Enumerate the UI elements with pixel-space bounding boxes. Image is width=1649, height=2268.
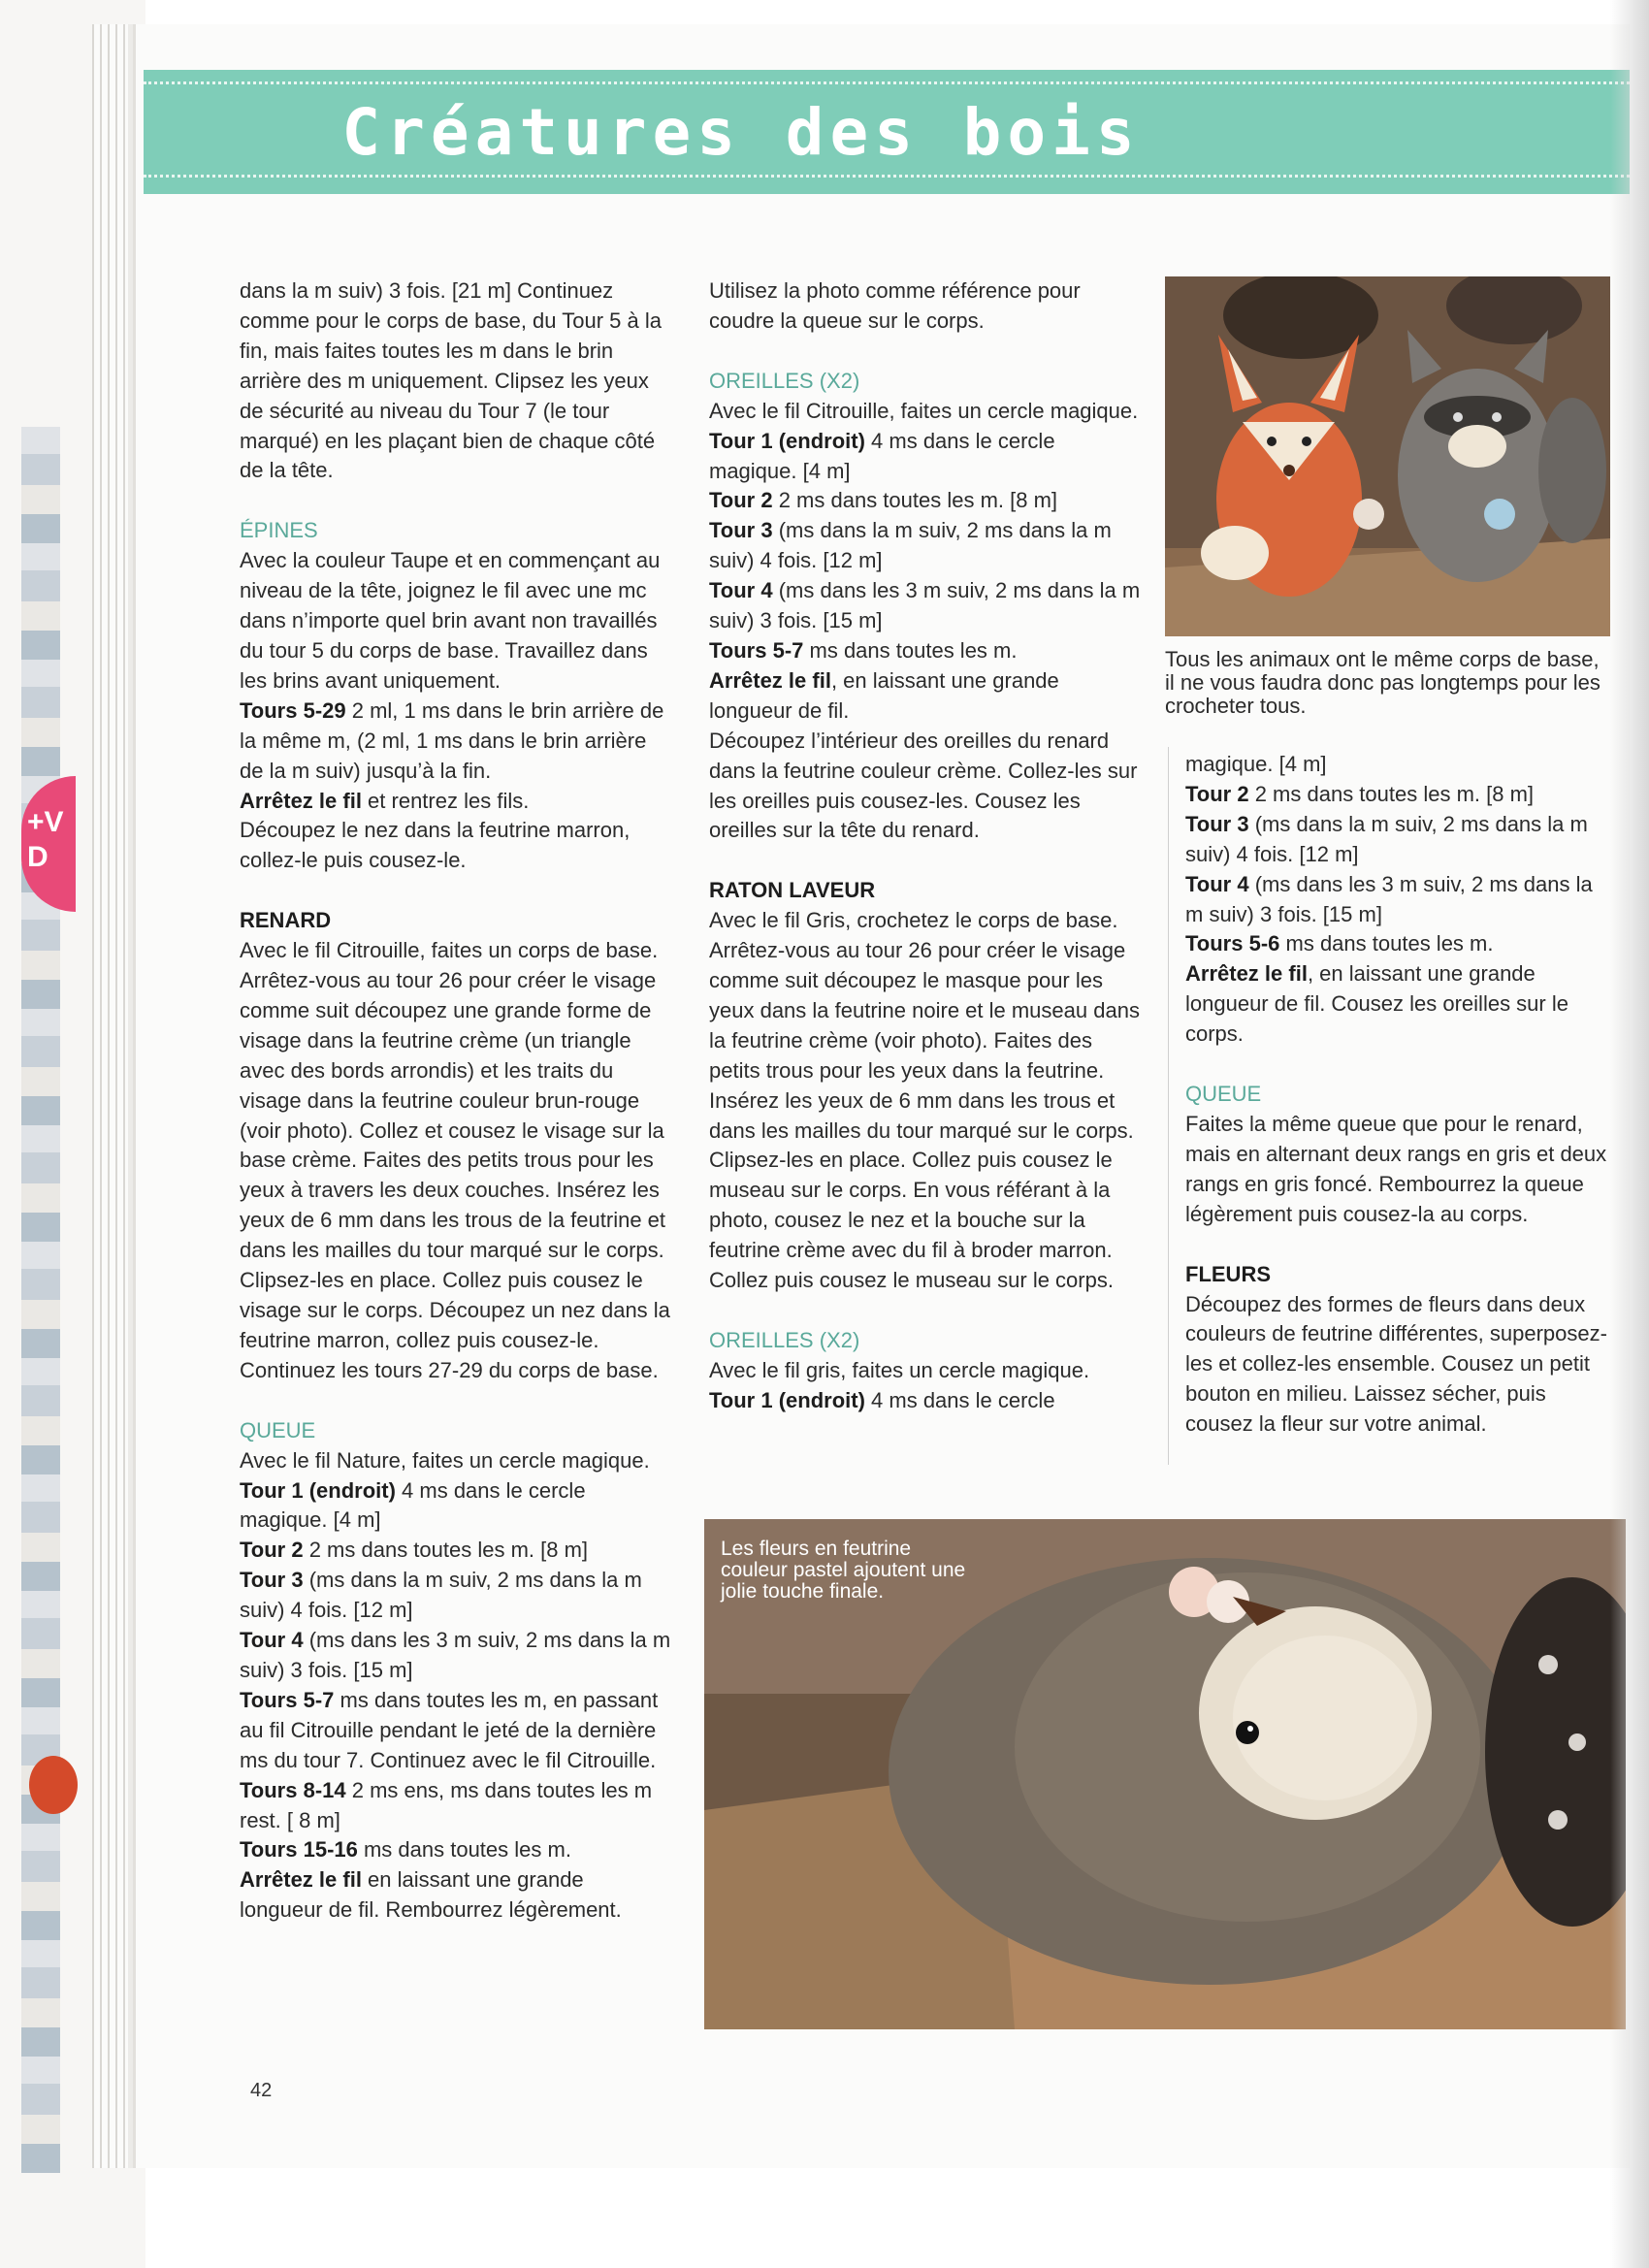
oreilles-2-row — [709, 1386, 1141, 1416]
row-label: Tours 5-29 — [240, 697, 346, 723]
page-number: 42 — [250, 2080, 273, 2101]
row-text: (ms dans les 3 m suiv, 2 ms dans la m suiv) 3 fois. [15 m] — [1185, 871, 1593, 926]
oreilles-row — [709, 666, 1141, 727]
row-label: Tour 2 — [709, 488, 773, 513]
renard-text-2: Arrêtez-vous au tour 26 pour créer le visage comme suit découpez une grande forme de visage dans la feutrine crème (un triangle avec des bords arrondis) et les traits du visage dans la feutrine couleur brun-rouge (voir photo). Collez et cousez le visage sur la base crème. Faites des petits trous pour les yeux à travers les deux couches. Insérez les yeux de 6 mm dans les trous de la feutrine et dans les mailles du tour marqué sur le corps. Clipsez-les en place. Collez puis cousez le visage sur le corps. Découpez un nez dans la feutrine marron, collez puis cousez-le. Continuez les tours 27-29 du corps de base. — [240, 968, 670, 1382]
oreilles-row — [1185, 810, 1612, 870]
queue-text: Avec le fil Nature, faites un cercle magique. — [240, 1447, 650, 1473]
row-text: ms dans toutes les m. — [357, 1837, 571, 1863]
row-label: Tour 1 (endroit) — [709, 428, 865, 453]
row-label: Tour 4 — [240, 1628, 304, 1653]
row-label: Arrêtez le fil — [1185, 961, 1308, 987]
renard-text: Avec le fil Citrouille, faites un corps de base. — [240, 938, 659, 963]
row-text: 2 ms ens, ms dans toutes les m rest. [ 8 m] — [240, 1777, 653, 1832]
underlying-page-graphic — [29, 1756, 78, 1814]
oreilles-row — [1185, 959, 1612, 1050]
oreilles-row — [709, 516, 1141, 576]
row-label: Tour 2 — [240, 1538, 304, 1563]
row-label: Tour 3 — [1185, 811, 1249, 836]
queue-row — [240, 1476, 671, 1537]
row-text: 2 ms dans toutes les m. [8 m] — [303, 1538, 589, 1563]
column-1 — [240, 276, 671, 1926]
oreilles-row — [709, 576, 1141, 636]
row-label: Tours 5-7 — [709, 637, 804, 663]
photo-caption-bottom: Les fleurs en feutrine couleur pastel ajoutent une jolie touche finale. — [721, 1538, 966, 1603]
oreilles-row — [709, 486, 1141, 516]
section-title-queue: QUEUE — [240, 1417, 316, 1442]
row-label: Tour 4 — [709, 578, 773, 603]
row-label: Tour 1 (endroit) — [240, 1477, 396, 1503]
epines-row — [240, 697, 671, 787]
row-text: 2 ms dans toutes les m. [8 m] — [1248, 781, 1535, 806]
row-text: ms dans toutes les m, en passant au fil Citrouille pendant le jeté de la dernière ms du tour 7. Continuez avec le fil Citrouille. — [240, 1687, 659, 1772]
row-label: Tours 5-7 — [240, 1687, 335, 1712]
row-label: Tours 8-14 — [240, 1777, 346, 1802]
row-text: (ms dans les 3 m suiv, 2 ms dans la m suiv) 3 fois. [15 m] — [709, 578, 1141, 633]
epines-text-2: Découpez le nez dans la feutrine marron, collez-le puis cousez-le. — [240, 818, 630, 873]
oreilles-2-text: Avec le fil gris, faites un cercle magique. — [709, 1357, 1090, 1382]
page-title: Créatures des bois — [341, 95, 1141, 170]
section-title-fleurs: FLEURS — [1185, 1261, 1271, 1286]
column-3 — [1185, 750, 1612, 1440]
queue-raton-text: Faites la même queue que pour le renard, mais en alternant deux rangs en gris et deux rangs en gris foncé. Rembourrez la queue légèrement puis cousez-la au corps. — [1185, 1111, 1607, 1226]
binding-shadow — [1610, 0, 1649, 2268]
row-text: 4 ms dans le cercle magique. [4 m] — [709, 428, 1055, 483]
section-title-oreilles-2: OREILLES (X2) — [709, 1328, 860, 1352]
row-text: 4 ms dans le cercle magique. [4 m] — [240, 1477, 586, 1533]
column-divider — [1168, 747, 1169, 1465]
section-title-queue-raton: QUEUE — [1185, 1082, 1262, 1107]
queue-row — [240, 1686, 671, 1776]
row-label: Tours 5-6 — [1185, 931, 1280, 956]
underlying-page-edge — [21, 427, 60, 2173]
row-text: 2 ml, 1 ms dans le brin arrière de la même m, (2 ml, 1 ms dans le brin arrière de la m suiv) jusqu’à la fin. — [240, 697, 664, 783]
queue-row — [240, 1536, 671, 1566]
row-label: Tour 3 — [240, 1568, 304, 1593]
row-text: et rentrez les fils. — [361, 788, 530, 813]
row-text: , en laissant une grande longueur de fil. Cousez les oreilles sur le corps. — [1185, 961, 1568, 1047]
row-label: Tour 2 — [1185, 781, 1249, 806]
banner-stitch-top — [144, 81, 1630, 84]
row-label: Tour 3 — [709, 518, 773, 543]
oreilles-row — [1185, 870, 1612, 930]
oreilles-row — [1185, 780, 1612, 810]
row-label: Tour 1 (endroit) — [709, 1387, 865, 1412]
photo-fox-raccoon — [1165, 276, 1610, 636]
title-banner — [144, 70, 1630, 194]
side-tab-label: +V D — [27, 806, 64, 873]
section-title-oreilles: OREILLES (X2) — [709, 368, 860, 393]
row-text: (ms dans la m suiv, 2 ms dans la m suiv) 4 fois. [12 m] — [1185, 811, 1588, 866]
column-2 — [709, 276, 1141, 1416]
photo-caption-top: Tous les animaux ont le même corps de base, il ne vous faudra donc pas longtemps pour les crocheter tous. — [1165, 647, 1600, 718]
queue-row — [240, 1626, 671, 1686]
row-text: ms dans toutes les m. — [803, 637, 1018, 663]
oreilles-row — [709, 636, 1141, 666]
page-stack-edges — [92, 24, 131, 2168]
oreilles-row — [709, 427, 1141, 487]
intro-text: dans la m suiv) 3 fois. [21 m] Continuez comme pour le corps de base, du Tour 5 à la fin, mais faites toutes les m dans le brin arrière des m uniquement. Clipsez les yeux de sécurité au niveau du Tour 7 (le tour marqué) en les plaçant bien de chaque côté de la tête. — [240, 278, 662, 483]
oreilles-text-2: Découpez l’intérieur des oreilles du renard dans la feutrine couleur crème. Collez-les sur les oreilles puis cousez-les. Cousez les oreilles sur la tête du renard. — [709, 728, 1138, 843]
oreilles-text: Avec le fil Citrouille, faites un cercle magique. — [709, 398, 1139, 423]
queue-row — [240, 1865, 671, 1926]
epines-text: Avec la couleur Taupe et en commençant au niveau de la tête, joignez le fil avec une mc dans n’importe quel brin avant non travaillés du tour 5 du corps de base. Travaillez dans les brins avant uniquement. — [240, 548, 661, 693]
row-label: Arrêtez le fil — [240, 788, 362, 813]
oreilles-row — [1185, 929, 1612, 959]
queue-row — [240, 1776, 671, 1836]
row-label: Arrêtez le fil — [709, 667, 831, 693]
section-title-epines: ÉPINES — [240, 518, 318, 543]
row-text: ms dans toutes les m. — [1279, 931, 1494, 956]
fox-raccoon-illustration — [1165, 276, 1610, 636]
oreilles-continued: magique. [4 m] — [1185, 752, 1327, 776]
row-text: en laissant une grande longueur de fil. Rembourrez légèrement. — [240, 1867, 622, 1923]
section-title-renard: RENARD — [240, 908, 332, 933]
row-text: , en laissant une grande longueur de fil. — [709, 667, 1059, 723]
row-text: (ms dans les 3 m suiv, 2 ms dans la m suiv) 3 fois. [15 m] — [240, 1628, 671, 1682]
queue-row — [240, 1566, 671, 1626]
banner-stitch-bottom — [144, 175, 1630, 178]
intro-text: Utilisez la photo comme référence pour coudre la queue sur le corps. — [709, 278, 1081, 333]
row-text: (ms dans la m suiv, 2 ms dans la m suiv) 4 fois. [12 m] — [709, 518, 1112, 573]
raton-text: Avec le fil Gris, crochetez le corps de base. Arrêtez-vous au tour 26 pour créer le visage comme suit découpez le masque pour les yeux dans la feutrine noire et le museau dans la feutrine crème (voir photo). Faites des petits trous pour les yeux dans la feutrine. Insérez les yeux de 6 mm dans les trous et dans les mailles du tour marqué sur le corps. Clipsez-les en place. Collez puis cousez le museau sur le corps. En vous référant à la photo, cousez le nez et la bouche sur la feutrine crème avec du fil à broder marron. Collez puis cousez le museau sur le corps. — [709, 908, 1140, 1293]
row-text: 4 ms dans le cercle — [864, 1387, 1055, 1412]
row-label: Tour 4 — [1185, 871, 1249, 896]
section-title-raton: RATON LAVEUR — [709, 878, 876, 903]
queue-row — [240, 1835, 671, 1865]
epines-row — [240, 787, 671, 817]
row-text: 2 ms dans toutes les m. [8 m] — [772, 488, 1058, 513]
fleurs-text: Découpez des formes de fleurs dans deux couleurs de feutrine différentes, superposez-les et collez-les ensemble. Cousez un petit bouton en milieu. Laissez sécher, puis cousez la fleur sur votre animal. — [1185, 1291, 1607, 1437]
row-label: Tours 15-16 — [240, 1837, 358, 1863]
row-label: Arrêtez le fil — [240, 1867, 362, 1893]
row-text: (ms dans la m suiv, 2 ms dans la m suiv) 4 fois. [12 m] — [240, 1568, 642, 1623]
